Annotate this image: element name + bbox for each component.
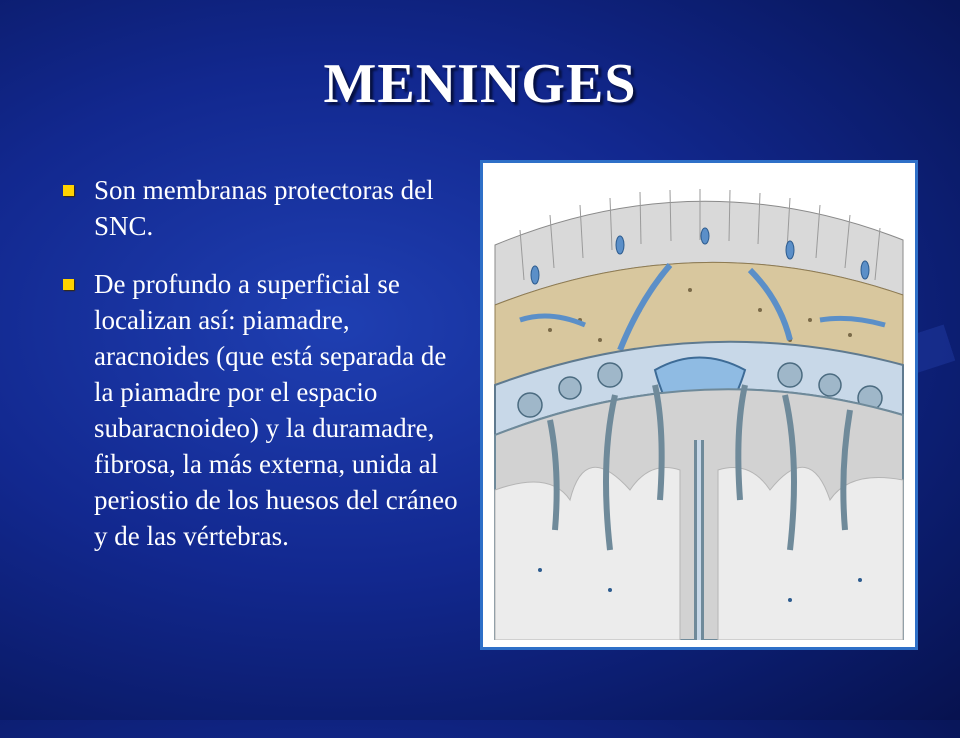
bullet-square-icon <box>63 185 74 196</box>
bullet-item <box>60 172 470 244</box>
bullet-item <box>60 266 470 554</box>
bullet-square-icon <box>63 279 74 290</box>
bullet-list <box>60 172 470 576</box>
meninges-illustration-frame <box>480 160 918 650</box>
bullet-text: Son membranas protectoras del SNC. <box>94 175 434 241</box>
slide-title: MENINGES <box>323 53 637 115</box>
meninges-illustration <box>490 170 908 640</box>
bullet-text: De profundo a superficial se localizan así: piamadre, aracnoides (que está separada de la piamadre por el espacio subaracnoideo) y la duramadre, fibrosa, la más externa, unida al periostio de los huesos del cráneo y de las vértebras. <box>94 269 458 551</box>
